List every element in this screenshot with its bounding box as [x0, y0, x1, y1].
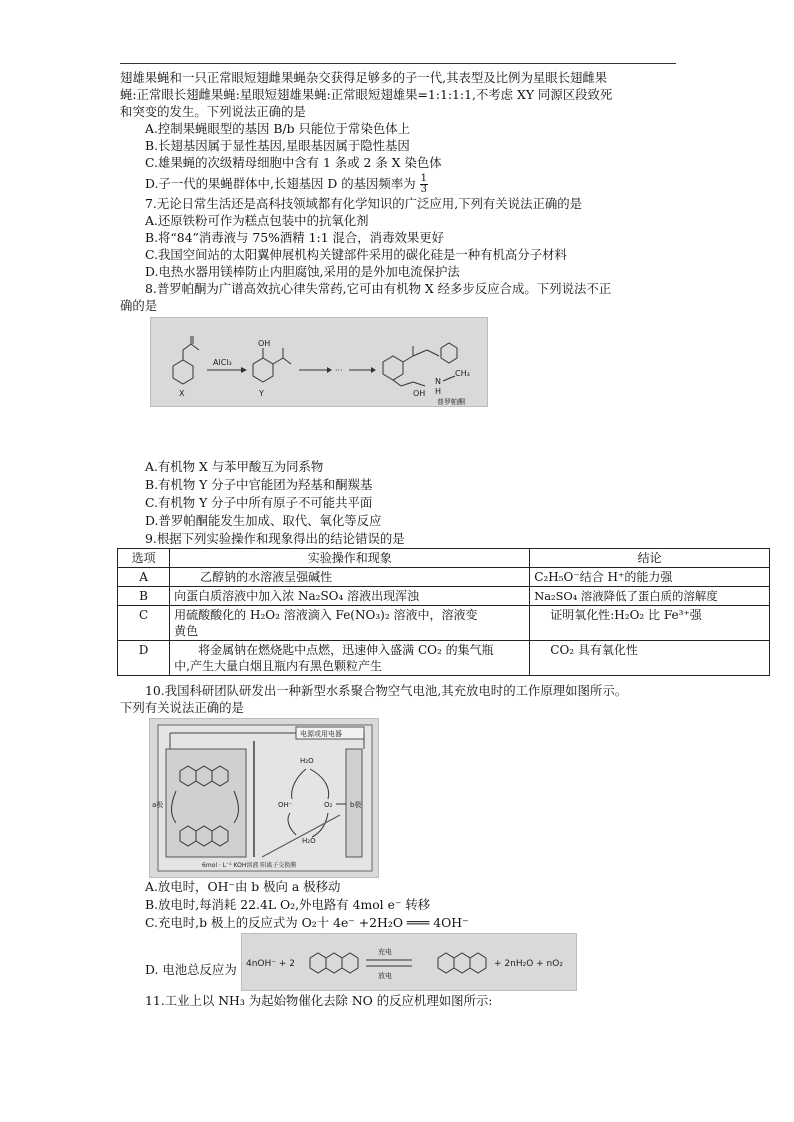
q6-option-d-text: D.子一代的果蝇群体中,长翅基因 D 的基因频率为: [145, 176, 416, 191]
oh-label: OH⁻: [278, 801, 293, 809]
q8-stem-line2: 确的是: [120, 298, 158, 313]
q8-stem-line1: 8.普罗帕酮为广谱高效抗心律失常药,它可由有机物 X 经多步反应合成。下列说法不正: [145, 281, 612, 296]
a-pole-label: a极: [152, 801, 164, 809]
q8-option-a: A.有机物 X 与苯甲酸互为同系物: [145, 459, 324, 474]
battery-diagram-figure: [149, 718, 379, 878]
q7-option-a: A.还原铁粉可作为糕点包装中的抗氧化剂: [145, 213, 369, 228]
row-operation: [170, 641, 530, 676]
q9-stem: 9.根据下列实验操作和现象得出的结论错误的是: [145, 531, 405, 546]
row-option: C: [118, 606, 170, 641]
row-option: B: [118, 587, 170, 606]
q10-option-b: B.放电时,每消耗 22.4L O₂,外电路有 4mol e⁻ 转移: [145, 897, 431, 912]
row-conclusion: Na₂SO₄ 溶液降低了蛋白质的溶解度: [530, 587, 770, 606]
h2o-top-label: H₂O: [300, 757, 314, 765]
row-option: D: [118, 641, 170, 676]
row-operation: [170, 606, 530, 641]
power-label: 电源或用电器: [300, 730, 342, 738]
header-option: 选项: [118, 549, 170, 568]
row-operation-line2: 黄色: [174, 624, 199, 638]
q8-option-c: C.有机物 Y 分子中所有原子不可能共平面: [145, 495, 373, 510]
q8-option-d: D.普罗帕酮能发生加成、取代、氧化等反应: [145, 513, 382, 528]
fraction-denominator: 3: [420, 184, 427, 195]
discharge-label: 放电: [378, 972, 392, 980]
q6-option-d: [145, 174, 428, 195]
row-operation: 向蛋白质溶液中加入浓 Na₂SO₄ 溶液出现浑浊: [170, 587, 530, 606]
q6-stem-line3: 和突变的发生。下列说法正确的是: [120, 104, 306, 119]
row-option: A: [118, 568, 170, 587]
header-rule: [120, 63, 676, 64]
fraction: [420, 174, 428, 195]
table-row: [118, 568, 770, 587]
label-x: X: [179, 389, 185, 398]
row-conclusion: 证明氧化性:H₂O₂ 比 Fe³⁺强: [530, 606, 770, 641]
charge-label: 充电: [378, 948, 392, 956]
q7-stem: 7.无论日常生活还是高科技领域都有化学知识的广泛应用,下列有关说法正确的是: [145, 196, 583, 211]
overall-reaction-equation-figure: [241, 933, 577, 991]
table-row: [118, 606, 770, 641]
table-row: [118, 641, 770, 676]
equation-right: + 2nH₂O + nO₂: [494, 959, 563, 969]
label-y: Y: [259, 389, 264, 398]
row-conclusion: C₂H₅O⁻结合 H⁺的能力强: [530, 568, 770, 587]
h-label: H: [435, 387, 442, 396]
b-pole-label: b极: [350, 801, 362, 809]
q6-option-b: B.长翅基因属于显性基因,星眼基因属于隐性基因: [145, 138, 410, 153]
table-header-row: [118, 549, 770, 568]
q7-option-b: B.将“84”消毒液与 75%酒精 1:1 混合，消毒效果更好: [145, 230, 445, 245]
product-oh-label: OH: [413, 389, 426, 398]
o2-label: O₂: [324, 801, 333, 809]
row-operation-line1: 将金属钠在燃烧匙中点燃，迅速伸入盛满 CO₂ 的集气瓶: [198, 643, 494, 657]
q6-option-a: A.控制果蝇眼型的基因 B/b 只能位于常染色体上: [145, 121, 411, 136]
ch3-label: CH₃: [455, 369, 470, 378]
q10-option-a: A.放电时，OH⁻由 b 极向 a 极移动: [145, 879, 341, 894]
q11-stem: 11.工业上以 NH₃ 为起始物催化去除 NO 的反应机理如图所示:: [145, 993, 493, 1008]
product-name-label: 普罗帕酮: [437, 398, 465, 406]
row-operation-line1: 用硫酸酸化的 H₂O₂ 溶液滴入 Fe(NO₃)₂ 溶液中，溶液变: [174, 608, 478, 622]
dots-label: ···: [335, 366, 343, 375]
q10-option-c: C.充电时,b 极上的反应式为 O₂十 4e⁻ +2H₂O ═══ 4OH⁻: [145, 915, 469, 930]
q10-option-d: D. 电池总反应为: [145, 962, 237, 977]
reagent-label: AlCl₃: [213, 358, 232, 367]
q8-option-b: B.有机物 Y 分子中官能团为羟基和酮羰基: [145, 477, 373, 492]
equation-left: 4nOH⁻ + 2: [246, 959, 296, 969]
nh-label: N: [435, 377, 441, 386]
q6-stem-line2: 蝇:正常眼长翅雌果蝇:星眼短翅雄果蝇:正常眼短翅雄果=1:1:1:1,不考虑 XY 同源区段致死: [120, 87, 613, 102]
q7-option-d: D.电热水器用镁棒防止内胆腐蚀,采用的是外加电流保护法: [145, 264, 460, 279]
q10-stem-line2: 下列有关说法正确的是: [120, 700, 244, 715]
y-oh-label: OH: [258, 339, 271, 348]
row-operation-line2: 中,产生大量白烟且瓶内有黑色颗粒产生: [174, 659, 382, 673]
q10-stem-line1: 10.我国科研团队研发出一种新型水系聚合物空气电池,其充放电时的工作原理如图所示。: [145, 683, 628, 698]
synthesis-scheme-figure: [150, 317, 488, 407]
fraction-numerator: 1: [420, 173, 427, 184]
table-row: [118, 587, 770, 606]
q6-option-c: C.雄果蝇的次级精母细胞中含有 1 条或 2 条 X 染色体: [145, 155, 442, 170]
electrolyte-label: 6mol · L⁻¹ KOH溶液 阳离子交换膜: [202, 862, 297, 869]
experiment-table: [117, 548, 770, 676]
header-operation: 实验操作和现象: [170, 549, 530, 568]
q7-option-c: C.我国空间站的太阳翼伸展机构关键部件采用的碳化硅是一种有机高分子材料: [145, 247, 567, 262]
row-operation: 乙醇钠的水溶液呈强碱性: [170, 568, 530, 587]
header-conclusion: 结论: [530, 549, 770, 568]
h2o-bottom-label: H₂O: [302, 837, 316, 845]
row-conclusion: CO₂ 具有氧化性: [530, 641, 770, 676]
q6-stem-line1: 翅雄果蝇和一只正常眼短翅雌果蝇杂交获得足够多的子一代,其表型及比例为星眼长翅雌果: [120, 70, 608, 85]
